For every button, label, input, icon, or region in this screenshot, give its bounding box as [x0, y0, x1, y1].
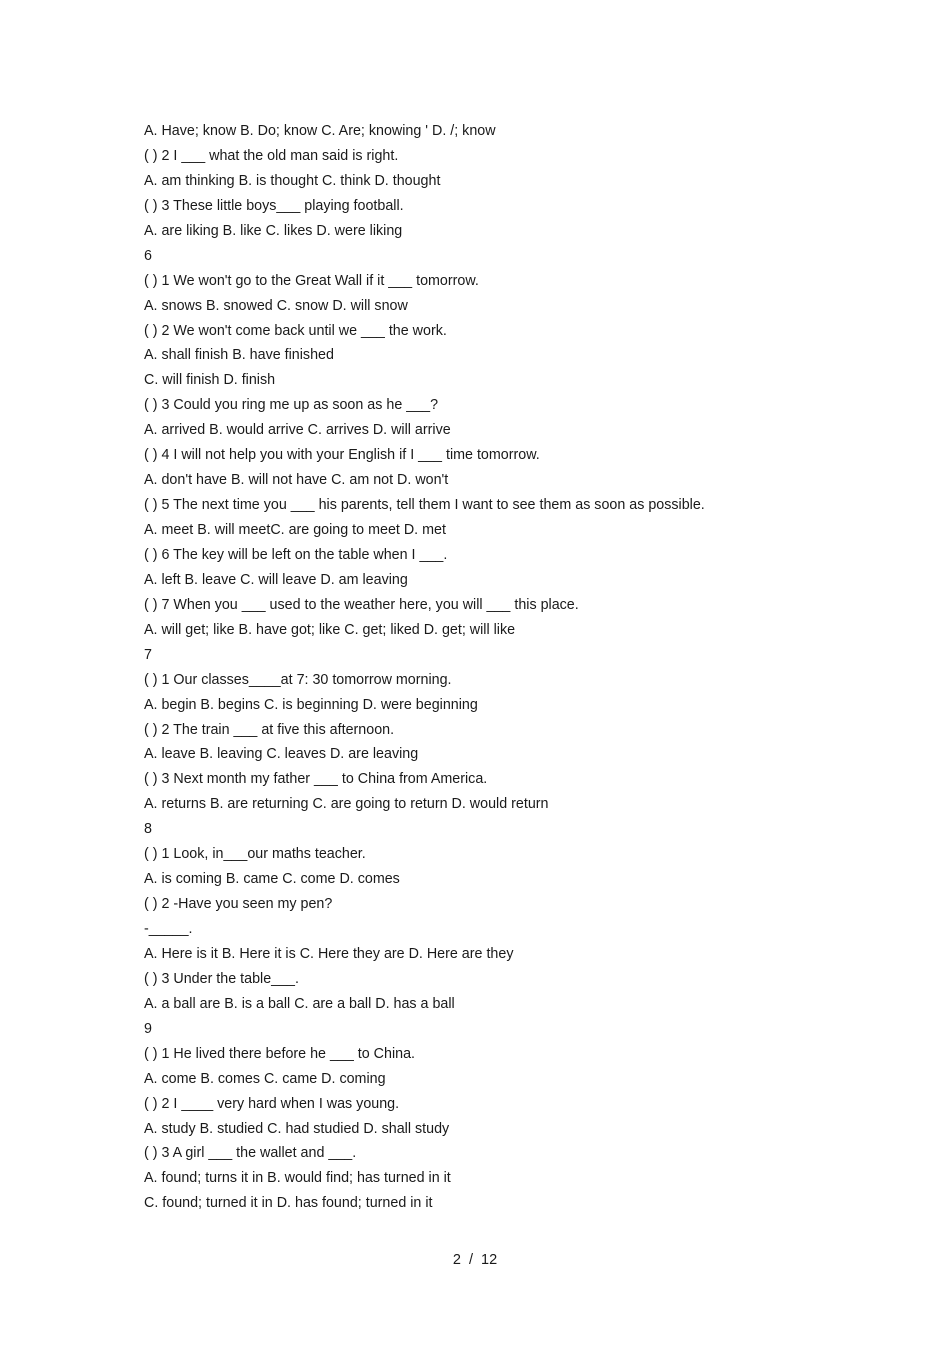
answer-options-line: A. shall finish B. have finished: [144, 347, 334, 364]
page-body: [144, 119, 864, 1216]
answer-options-line: A. study B. studied C. had studied D. shall study: [144, 1120, 450, 1137]
answer-options-line: A. left B. leave C. will leave D. am leaving: [144, 571, 408, 588]
answer-options-line: A. is coming B. came C. come D. comes: [144, 871, 400, 888]
answer-options-line: C. will finish D. finish: [144, 372, 276, 389]
text-line: A. Have; know B. Do; know C. Are; knowing ' D. /; know: [144, 123, 496, 139]
answer-options-line: A. returns B. are returning C. are going to return D. would return: [144, 796, 549, 813]
answer-options-line: A. arrived B. would arrive C. arrives D. will arrive: [144, 422, 451, 439]
question-line: ( ) 5 The next time you ___ his parents, tell them I want to see them as soon as possible.: [144, 497, 705, 514]
dialogue-response-line: -_____.: [144, 921, 193, 937]
answer-options-line: A. Here is it B. Here it is C. Here they are D. Here are they: [144, 945, 514, 962]
section-number: 6: [144, 247, 152, 264]
page-number: 2 / 12: [452, 1252, 498, 1268]
section-number: 8: [144, 821, 152, 838]
question-line: ( ) 1 He lived there before he ___ to China.: [144, 1045, 416, 1062]
answer-options-line: A. snows B. snowed C. snow D. will snow: [144, 297, 408, 314]
question-line: ( ) 3 These little boys___ playing football.: [144, 197, 404, 214]
question-line: ( ) 2 The train ___ at five this afternoon.: [144, 721, 395, 738]
answer-options-line: A. a ball are B. is a ball C. are a ball D. has a ball: [144, 995, 455, 1012]
answer-options-line: A. will get; like B. have got; like C. get; liked D. get; will like: [144, 621, 516, 638]
answer-options-line: A. found; turns it in B. would find; has turned in it: [144, 1170, 451, 1187]
answer-options-line: A. don't have B. will not have C. am not D. won't: [144, 472, 449, 489]
question-line: ( ) 1 We won't go to the Great Wall if it ___ tomorrow.: [144, 272, 479, 289]
question-line: ( ) 3 Next month my father ___ to China from America.: [144, 771, 488, 788]
question-line: ( ) 2 I ____ very hard when I was young.: [144, 1095, 400, 1112]
answer-options-line: A. am thinking B. is thought C. think D. thought: [144, 172, 441, 189]
answer-options-line: A. begin B. begins C. is beginning D. were beginning: [144, 696, 478, 713]
question-line: ( ) 3 Under the table___.: [144, 970, 299, 987]
question-line: ( ) 4 I will not help you with your English if I ___ time tomorrow.: [144, 447, 540, 464]
answer-options-line: A. come B. comes C. came D. coming: [144, 1070, 386, 1087]
question-line: ( ) 2 We won't come back until we ___ the work.: [144, 322, 447, 339]
question-line: ( ) 3 A girl ___ the wallet and ___.: [144, 1145, 357, 1162]
answer-options-line: A. leave B. leaving C. leaves D. are leaving: [144, 746, 419, 763]
question-line: ( ) 3 Could you ring me up as soon as he ___?: [144, 397, 439, 414]
section-number: 7: [144, 646, 152, 663]
question-line: ( ) 1 Look, in___our maths teacher.: [144, 846, 366, 863]
question-line: ( ) 6 The key will be left on the table when I ___.: [144, 546, 448, 563]
question-line: ( ) 2 -Have you seen my pen?: [144, 896, 333, 913]
question-line: ( ) 7 When you ___ used to the weather here, you will ___ this place.: [144, 596, 579, 613]
question-line: ( ) 2 I ___ what the old man said is right.: [144, 147, 399, 164]
question-line: ( ) 1 Our classes____at 7: 30 tomorrow morning.: [144, 671, 452, 688]
answer-options-line: C. found; turned it in D. has found; turned in it: [144, 1195, 433, 1212]
answer-options-line: A. meet B. will meetC. are going to meet D. met: [144, 522, 446, 538]
answer-options-line: A. are liking B. like C. likes D. were liking: [144, 222, 403, 239]
section-number: 9: [144, 1020, 152, 1037]
